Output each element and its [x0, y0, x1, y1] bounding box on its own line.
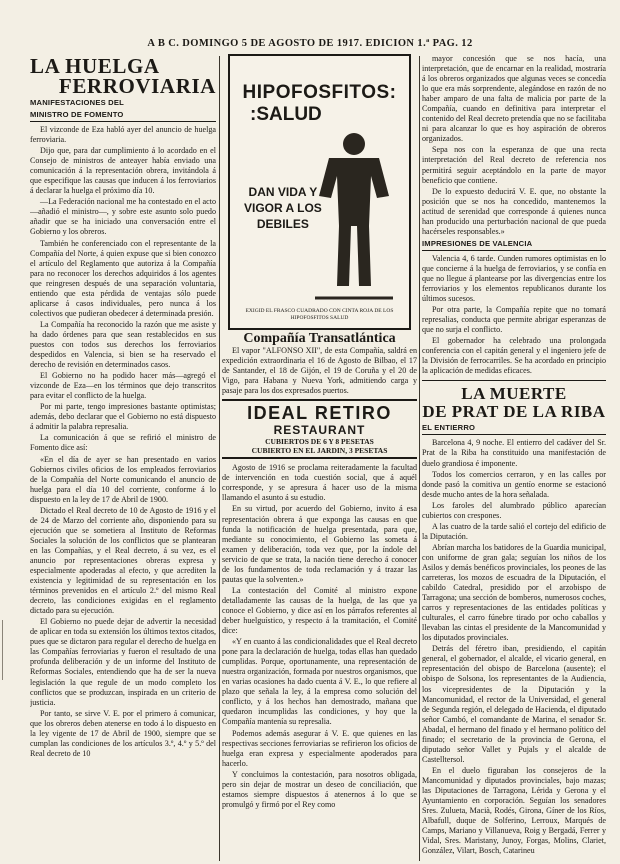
paragraph: Detrás del féretro iban, presidiendo, el capitán general, el gobernador, el alcalde, el vicario general, en representación del obispo de Barcelona (ausente); el obispo de Solsona, los representantes de la Audiencia, los vicepresidentes de la Diputación y la Mancomunidad, el rector de la Universidad, el general de Segunda región, el delegado de Hacienda, el diputado señor Cambó, el comandante de Marina, el senador Sr. Abadal, el hermano del finado y el hermano político del finado; el secretario de la provincia de Gerona, el diputado señor Vallet y Pujals y el alcalde de Castelltersol. — [422, 644, 606, 764]
paragraph: Dijo que, para dar cumplimiento á lo acordado en el Consejo de ministros de anteayer había enviado una comunicación á la representación obrera, invitándola á que especifique las causas que inducen á los ferroviarios á declarar la huelga el próximo día 10. — [30, 146, 216, 196]
ship-notice-title: Compañía Transatlántica — [243, 331, 396, 346]
ideal-line: CUBIERTO EN EL JARDIN, 3 PESETAS — [251, 446, 388, 456]
paragraph: Por tanto, se sirve V. E. por el primero á comunicar, que los obreros deben atenerse en todo á lo dispuesto en la ley vigente de 17 de Abril de 1900, siempre que se cumplan las condiciones de los artículos 3.º, 4.º y 5.º del Real decreto de 10 — [30, 708, 216, 758]
column-1 — [30, 54, 216, 864]
paragraph: De lo expuesto deducirá V. E. que, no obstante la posición que se nos ha concedido, mantenemos la actitud de serenidad que corresponde á quienes nunca han producido una perturbación nacional de que pueda hacérseles responsables.» — [422, 186, 606, 236]
article-title — [422, 385, 606, 421]
hipofosfitos-advertisement — [228, 54, 411, 330]
title-line-2: FERROVIARIA — [58, 74, 216, 98]
ad-headline-1: HIPOFOSFITOS: — [242, 82, 397, 103]
paragraph: Sepa nos con la esperanza de que una recta interpretación del Real decreto de referencia nos permitirá seguir aceptándolo en la parte de mayor beneficio que contiene. — [422, 145, 606, 185]
paragraph: En su virtud, por acuerdo del Gobierno, invito á esa representación obrera á que exponga las causas en que funda la notificación de huelga presentada, para que, mediante su conocimiento, el Gobierno las someta á examen y deliberación, toda vez que, por la índole del servicio de que se trata, la nación tiene derecho á conocer de los fundamentos de toda reclamación y á trazar las pautas que la solventen.» — [222, 504, 417, 584]
slogan-line: VIGOR A LOS — [244, 201, 322, 215]
paragraph: Por mi parte, tengo impresiones bastante optimistas; además, debo declarar que el Gobierno no está dispuesto á admitir la palabra represalia. — [30, 402, 216, 432]
subheading: EL ENTIERRO — [422, 423, 606, 435]
paragraph: También he conferenciado con el representante de la Compañía del Norte, á quien expuse que si bien conozco el artículo del Reglamento que autoriza á la Compañía para no reconocer los derechos adquiridos á los agentes que reingresen después de una separación voluntaria, entiendo que esta pérdida de ventajas sólo puede aplicarse á casos individuales, pero nunca á los colectivos que pudieran obedecer á determinada presión. — [30, 238, 216, 318]
slogan-line: DAN VIDA Y — [248, 185, 318, 199]
ad-fine-print: EXIGID EL FRASCO CUADRADO CON CINTA ROJA DE LOS HIPOFOSFITOS SALUD — [245, 308, 394, 321]
paragraph: El gobernador ha celebrado una prolongada conferencia con el capitán general y el ingeniero jefe de la División de ferrocarriles. Se ha acordado en principio la aplicación de medidas eficaces. — [422, 336, 606, 376]
subheading: IMPRESIONES DE VALENCIA — [422, 239, 606, 251]
subheading: MANIFESTACIONES DEL — [30, 98, 124, 107]
paragraph: Todos los comercios cerraron, y en las calles por donde pasó la comitiva un gentío enorme se estacionó desde mucho antes de la hora señalada. — [422, 469, 606, 499]
ideal-line: CUBIERTOS DE 6 Y 8 PESETAS — [265, 437, 374, 447]
page-header: A B C. DOMINGO 5 DE AGOSTO DE 1917. EDICION 1.ª PAG. 12 — [147, 38, 473, 49]
article-title — [30, 56, 216, 96]
paragraph: Y concluimos la contestación, para nosotros obligada, pero sin dejar de mostrar un deseo de conciliación, que estamos siempre dispuestos á atenernos á lo que se promulgó y firmó por el Rey como — [222, 769, 417, 809]
paragraph: A las cuatro de la tarde salió el cortejo del edificio de la Diputación. — [422, 521, 606, 541]
ad-slogan — [244, 184, 322, 232]
ideal-title: IDEAL RETIRO — [247, 403, 392, 424]
paragraph: Abrían marcha los batidores de la Guardia municipal, con uniforme de gran gala; seguían los niños de los Asilos y demás benéficos provinciales, los peones de las carreteras, los mozos de escuadra de la Diputación, el cabildo Catedral, presidido por el arzobispo de Tarragona; una sección de bomberos, numerosos coches, carros y representaciones de las entidades políticas y culturales, el carro fúnebre tirado por ocho caballos y llevaban las cintas el presidente de la Mancomunidad y los diputados provinciales. — [422, 542, 606, 643]
title-line-2: DE PRAT DE LA RIBA — [422, 402, 606, 422]
margin-mark — [2, 620, 13, 680]
paragraph: «Y en cuanto á las condicionalidades que el Real decreto pone para la declaración de huelga, todas ellas han quedado cumplidas. Porque, oportunamente, una representación de nuestra organización, formada por nuestros organismos, que en varias ocasiones ha dado cuenta á V. E., lo que refiere al plazo que señala la ley, á la empresa como solución del conflicto, y á los hechos han demostrado, mañana que quedaron incumplidas las condiciones, y hoy que la Compañía mantenía su represalia. — [222, 637, 417, 727]
column-3 — [422, 54, 606, 864]
paragraph: Los faroles del alumbrado público aparecían cubiertos con crespones. — [422, 500, 606, 520]
paragraph: Podemos además asegurar á V. E. que quienes en las respectivas secciones ferroviarias se refirieron los oficios de huelga eran expresa y especialmente apoderados para hacerlo. — [222, 728, 417, 768]
divider — [422, 380, 606, 381]
paragraph: El vizconde de Eza habló ayer del anuncio de huelga ferroviaria. — [30, 125, 216, 145]
ideal-subtitle: RESTAURANT — [273, 423, 366, 438]
paragraph: Valencia 4, 6 tarde. Cunden rumores optimistas en lo que concierne á la huelga de ferroviarios, y se confía en que no llegue á plantearse por las divergencias entre los ferroviarios y los elementos republicanos durante los últimos sucesos. — [422, 253, 606, 304]
paragraph: Dictado el Real decreto de 10 de Agosto de 1916 y el de 24 de Marzo del corriente año, disponiendo para su ejecución que se sometiera al Instituto de Reformas Sociales la solución de los conflictos que se plantearan en las Compañías, y el Real decreto, á su vez, es el anuncio por representaciones obreras expresa y especialmente apoderadas al efecto, y que acrediten la existencia y legitimidad de su representación en los términos prevenidos en el artículo 2.º del mismo Real decreto, las condiciones exigidas en el reglamento dictado para su ejecución. — [30, 505, 216, 616]
paragraph: La comunicación á que se refirió el ministro de Fomento dice así: — [30, 433, 216, 453]
column-2 — [222, 54, 417, 864]
paragraph: La contestación del Comité al ministro expone detalladamente las causas de la huelga, de las que ya conoce el Gobierno, y dice así en los párrafos referentes al deber huelguístico, y respecto á la tramitación, el Comité dice: — [222, 585, 417, 636]
slogan-line: DEBILES — [256, 217, 309, 231]
paragraph: mayor concesión que se nos hacía, una interpretación, que de encarnar en la realidad, mostraría á los obreros organizados que algunas veces se concedía lo que era más sorprendente, alegándose en razón de no haber amparo de una falta de malicia por parte de la Compañía, cuando en definitiva para interpretar el contenido del Real decreto pretendía que no se facilitaba ni para alcanzar lo que es hoy aspiración de obreros organizados. — [422, 54, 606, 144]
subheading: MINISTRO DE FOMENTO — [30, 110, 216, 122]
paragraph: Agosto de 1916 se proclama reiteradamente la facultad de intervención en toda cuestión social, que á aquél corresponde, y se apresura á hacer uso de la misma llamando el asunto á su estudio. — [222, 463, 417, 503]
paragraph: El vapor "ALFONSO XII", de esta Compañía, saldrá en expedición extraordinaria el 16 de Agosto de Bilbao, el 17 de Santander, el 18 de Gijón, el 19 de Coruña y el 20 de Vigo, para Habana y Nueva York, admitiendo carga y pasaje para los dos expresados puertos. — [222, 346, 417, 396]
title-line-1: LA HUELGA — [30, 54, 160, 78]
paragraph: La Compañía ha reconocido la razón que me asiste y ha dado órdenes para que sean restablecidos en sus puestos con todos sus derechos los ferroviarios despedidos en Valencia, si bien se ha reservado el derecho de revisión en determinados casos. — [30, 319, 216, 370]
paragraph: El Gobierno no puede dejar de advertir la necesidad de aplicar en toda su extensión los últimos textos citados, pues que se dictaron para regular el derecho de huelga en las Compañías ferroviarias y fueron el resultado de una profunda deliberación y de un informe del Instituto de Reformas Sociales, entendiendo que ha de ser la nueva legislación la que regule de un modo completo los conflictos que se produzcan, inspirada en un criterio de justicia. — [30, 617, 216, 707]
paragraph: El Gobierno no ha podido hacer más—agregó el vizconde de Eza—en los términos que dejo transcritos para evitar el conflicto de la huelga. — [30, 371, 216, 401]
strongman-illustration — [309, 126, 399, 306]
paragraph: Por otra parte, la Compañía repite que no tomará represalias, conducta que permite abrigar esperanzas de que no surja el conflicto. — [422, 305, 606, 335]
column-rule — [419, 56, 420, 861]
paragraph: «En el día de ayer se han presentado en varios Gobiernos civiles oficios de los empleados ferroviarios de la Compañía del Norte comunicando el anuncio de huelga para el día 10 del corriente, conforme á lo dispuesto en la ley de 17 de Abril de 1900. — [30, 454, 216, 504]
paragraph: En el duelo figuraban los consejeros de la Mancomunidad y diputados provinciales, bajo mazas; las Diputaciones de Tarragona, Lérida y Gerona y el Ayuntamiento en corporación. Seguían los senadores Sres. Zulueta, Macià, Rodés, Girona, Gíner de los Ríos, Albafull, duque de Solferino, Lerroux, Marqués de Camps, Mariano y Villanueva, Roig y Bergadá, Ferrer y Vidal, Sres. Maristany, Junoy, Forgas, Molins, Clariet, González, Vilart, Bosch, Catarineu — [422, 765, 606, 856]
ideal-retiro-advertisement — [222, 399, 417, 459]
column-rule — [219, 56, 220, 861]
paragraph: Barcelona 4, 9 noche. El entierro del cadáver del Sr. Prat de la Riba ha constituido una manifestación de duelo grandiosa é imponente. — [422, 438, 606, 468]
title-line-1: LA MUERTE — [461, 384, 567, 404]
paragraph: —La Federación nacional me ha contestado en el acto—añadió el ministro—, y sobre este asunto solo puedo añadir que se ha iniciado una conversación entre el Gobierno y los obreros. — [30, 197, 216, 237]
ad-headline-2: :SALUD — [250, 104, 322, 125]
